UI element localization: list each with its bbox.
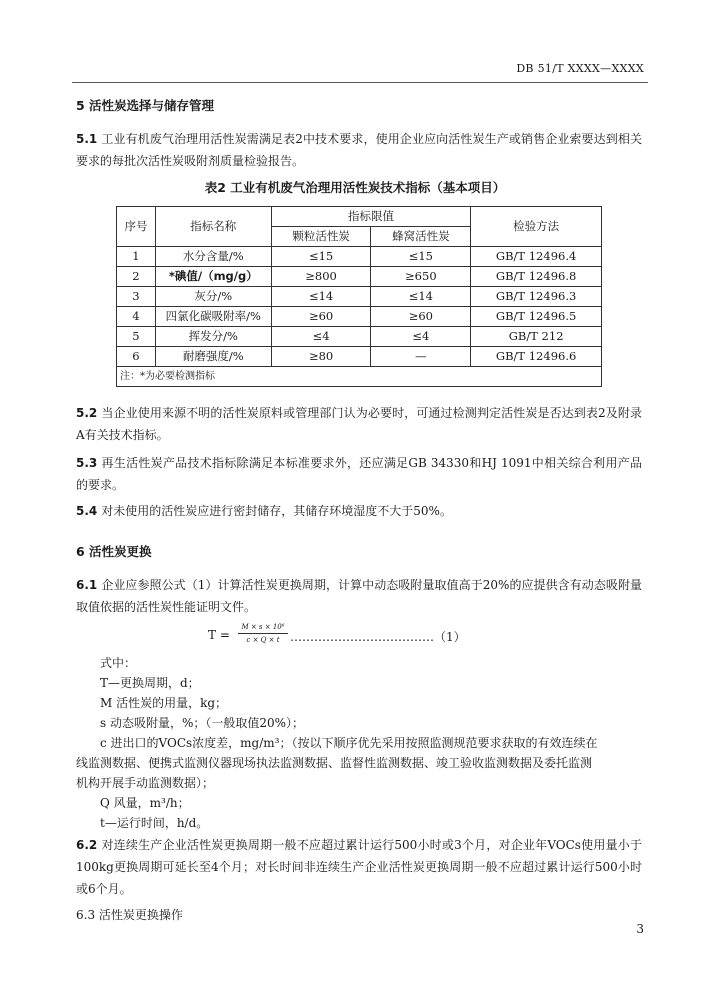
row-honeycomb: ≥60 — [371, 307, 471, 327]
var-c-line2: 线监测数据、便携式监测仪器现场执法监测数据、监督性监测数据、竣工验收监测数据及委托监测 — [76, 756, 593, 770]
var-M: M 活性炭的用量，kg； — [100, 696, 228, 710]
header-method: 检验方法 — [471, 207, 602, 247]
clause-text: 当企业使用来源不明的活性炭原料或管理部门认为必要时，可通过检测判定活性炭是否达到表2及附录A有关技术指标。 — [76, 406, 642, 442]
row-method: GB/T 12496.4 — [471, 247, 602, 267]
clause-text: 工业有机废气治理用活性炭需满足表2中技术要求，使用企业应向活性炭生产或销售企业索要达到相关要求的每批次活性炭吸附剂质量检验报告。 — [76, 132, 642, 168]
clause-number: 5.3 — [76, 456, 98, 470]
activated-carbon-spec-table — [116, 206, 602, 387]
page-number: 3 — [636, 922, 644, 936]
table-row — [117, 287, 602, 307]
row-granular: ≥80 — [271, 347, 371, 367]
table-row — [117, 327, 602, 347]
row-honeycomb: — — [371, 347, 471, 367]
paragraph-5-2 — [76, 402, 642, 446]
var-c-line1: c 进出口的VOCs浓度差，mg/m³；（按以下顺序优先采用按照监测规范要求获取的有效连续在 — [100, 736, 598, 750]
row-honeycomb: ≤14 — [371, 287, 471, 307]
row-name: 挥发分/% — [155, 327, 271, 347]
standard-code: DB 51/T XXXX—XXXX — [516, 62, 644, 75]
table-2-title: 表2 工业有机废气治理用活性炭技术指标（基本项目） — [204, 180, 506, 195]
row-no: 5 — [117, 327, 156, 347]
clause-number: 5.4 — [76, 504, 98, 518]
clause-number: 5.1 — [76, 132, 98, 146]
section-5-title: 5 活性炭选择与储存管理 — [76, 98, 215, 113]
section-6-title: 6 活性炭更换 — [76, 544, 152, 559]
row-honeycomb: ≥650 — [371, 267, 471, 287]
row-granular: ≥800 — [271, 267, 371, 287]
row-name: 耐磨强度/% — [155, 347, 271, 367]
clause-text: 对连续生产企业活性炭更换周期一般不应超过累计运行500小时或3个月，对企业年VOCs使用量小于100kg更换周期可延长至4个月；对长时间非连续生产企业活性炭更换周期一般不应超过累计运行500小时或6个月。 — [76, 838, 642, 896]
var-c-line3: 机构开展手动监测数据）； — [76, 776, 215, 790]
clause-text: 企业应参照公式（1）计算活性炭更换周期，计算中动态吸附量取值高于20%的应提供含有动态吸附量取值依据的活性炭性能证明文件。 — [76, 578, 642, 614]
row-method: GB/T 12496.5 — [471, 307, 602, 327]
table-note: 注：*为必要检测指标 — [117, 367, 602, 387]
row-method: GB/T 212 — [471, 327, 602, 347]
clause-number: 6.2 — [76, 838, 98, 852]
header-granular: 颗粒活性炭 — [271, 227, 371, 247]
paragraph-5-4 — [76, 500, 642, 522]
formula-denominator: c × Q × t — [246, 636, 280, 644]
header-indicator: 指标名称 — [155, 207, 271, 247]
var-Q: Q 风量，m³/h； — [100, 796, 190, 810]
clause-number: 5.2 — [76, 406, 98, 420]
row-no: 6 — [117, 347, 156, 367]
fraction-bar — [238, 633, 288, 634]
paragraph-6-1 — [76, 574, 642, 618]
header-no: 序号 — [117, 207, 156, 247]
row-no: 4 — [117, 307, 156, 327]
header-rule — [72, 82, 648, 83]
paragraph-6-2 — [76, 834, 642, 900]
row-no: 2 — [117, 267, 156, 287]
row-granular: ≤14 — [271, 287, 371, 307]
table-row — [117, 347, 602, 367]
clause-text: 再生活性炭产品技术指标除满足本标准要求外，还应满足GB 34330和HJ 1091中相关综合利用产品的要求。 — [76, 456, 642, 492]
formula-equation-number: ………………………………（1） — [290, 630, 466, 644]
row-method: GB/T 12496.3 — [471, 287, 602, 307]
formula-fraction — [238, 622, 288, 645]
formula-lhs: T = — [208, 628, 230, 642]
row-no: 3 — [117, 287, 156, 307]
paragraph-5-1 — [76, 128, 642, 172]
row-honeycomb: ≤4 — [371, 327, 471, 347]
header-limit: 指标限值 — [271, 207, 471, 227]
row-honeycomb: ≤15 — [371, 247, 471, 267]
clause-6-3-title: 6.3 活性炭更换操作 — [76, 908, 183, 922]
var-T: T—更换周期，d； — [100, 676, 200, 690]
header-honeycomb: 蜂窝活性炭 — [371, 227, 471, 247]
row-name: 四氯化碳吸附率/% — [155, 307, 271, 327]
table-row — [117, 307, 602, 327]
row-name: *碘值/（mg/g） — [155, 267, 271, 287]
formula-numerator: M × s × 10⁶ — [241, 623, 285, 631]
row-granular: ≤15 — [271, 247, 371, 267]
paragraph-5-3 — [76, 452, 642, 496]
row-name: 灰分/% — [155, 287, 271, 307]
clause-text: 对未使用的活性炭应进行密封储存，其储存环境湿度不大于50%。 — [101, 504, 452, 518]
var-s: s 动态吸附量，%；（一般取值20%）； — [100, 716, 305, 730]
where-label: 式中： — [100, 656, 137, 670]
clause-number: 6.1 — [76, 578, 98, 592]
row-name: 水分含量/% — [155, 247, 271, 267]
row-method: GB/T 12496.8 — [471, 267, 602, 287]
row-granular: ≥60 — [271, 307, 371, 327]
row-no: 1 — [117, 247, 156, 267]
table-row — [117, 247, 602, 267]
var-t: t—运行时间，h/d。 — [100, 816, 209, 830]
table-row — [117, 267, 602, 287]
row-method: GB/T 12496.6 — [471, 347, 602, 367]
row-granular: ≤4 — [271, 327, 371, 347]
